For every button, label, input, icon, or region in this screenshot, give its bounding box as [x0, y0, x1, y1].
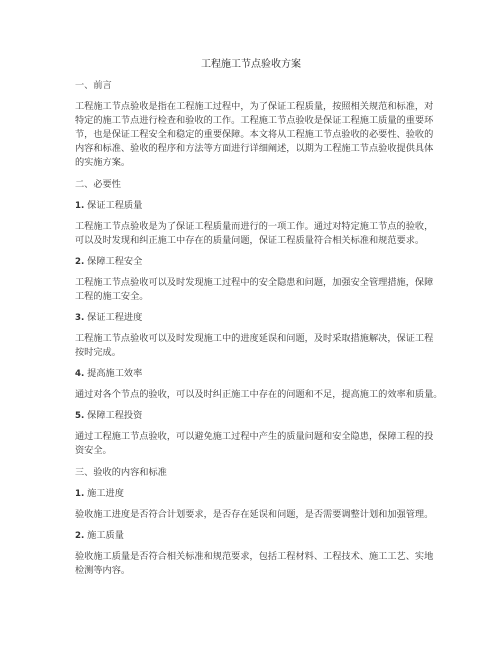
- subheading-safety: [75, 255, 435, 269]
- paragraph-line: 通过工程施工节点验收，可以避免施工过程中产生的质量问题和安全隐患，保障工程的投: [75, 431, 434, 442]
- item-title: 保证工程进度: [87, 312, 143, 323]
- paragraph-line: 验收施工质量是否符合相关标准和规范要求，包括工程材料、工程技术、施工工艺、实地: [75, 551, 434, 562]
- subheading-quality: [75, 199, 435, 213]
- item-title: 保障工程安全: [87, 256, 143, 267]
- item-title: 保证工程质量: [87, 200, 143, 211]
- paragraph-line: 通过对各个节点的验收，可以及时纠正施工中存在的问题和不足，提高施工的效率和质量。: [75, 389, 443, 400]
- paragraph-line: 工程施工节点验收可以及时发现施工过程中的安全隐患和问题，加强安全管理措施，保障: [75, 277, 434, 288]
- item-number: 5.: [75, 411, 85, 421]
- intro-line: 节，也是保证工程安全和稳定的重要保障。本文将从工程施工节点验收的必要性、验收的: [75, 129, 434, 140]
- subheading-efficiency: [75, 367, 435, 381]
- subheading-construction-quality: [75, 529, 435, 543]
- paragraph-line: 可以及时发现和纠正施工中存在的质量问题，保证工程质量符合相关标准和规范要求。: [75, 235, 425, 246]
- intro-line: 内容和标准、验收的程序和方法等方面进行详细阐述，以期为工程施工节点验收提供具体: [75, 143, 434, 154]
- item-number: 1.: [75, 201, 85, 211]
- paragraph-line: 资安全。: [75, 445, 112, 456]
- section-heading-content-standards: 三、验收的内容和标准: [75, 467, 167, 478]
- item-title: 提高施工效率: [87, 368, 143, 379]
- intro-line: 的实施方案。: [75, 157, 131, 168]
- item-title: 施工质量: [87, 530, 124, 541]
- paragraph-line: 工程施工节点验收是为了保证工程质量而进行的一项工作。通过对特定施工节点的验收，: [75, 221, 434, 232]
- item-number: 4.: [75, 369, 85, 379]
- intro-line: 特定的施工节点进行检查和验收的工作。工程施工节点验收是保证工程施工质量的重要环: [75, 115, 434, 126]
- paragraph-line: 按时完成。: [75, 347, 121, 358]
- document-title: 工程施工节点验收方案: [201, 59, 301, 70]
- intro-line: 工程施工节点验收是指在工程施工过程中，为了保证工程质量，按照相关规范和标准，对: [75, 101, 434, 112]
- paragraph-line: 检测等内容。: [75, 565, 131, 576]
- subheading-schedule: [75, 311, 435, 325]
- item-title: 施工进度: [87, 488, 124, 499]
- item-number: 2.: [75, 257, 85, 267]
- paragraph-line: 工程施工节点验收可以及时发现施工中的进度延误和问题，及时采取措施解决，保证工程: [75, 333, 434, 344]
- item-number: 1.: [75, 489, 85, 499]
- item-number: 3.: [75, 313, 85, 323]
- subheading-investment: [75, 409, 435, 423]
- item-number: 2.: [75, 531, 85, 541]
- section-heading-preface: 一、前言: [75, 80, 112, 91]
- paragraph-line: 工程的施工安全。: [75, 291, 149, 302]
- paragraph-line: 验收施工进度是否符合计划要求，是否存在延误和问题，是否需要调整计划和加强管理。: [75, 509, 434, 520]
- item-title: 保障工程投资: [87, 410, 143, 421]
- section-heading-necessity: 二、必要性: [75, 179, 121, 190]
- subheading-progress: [75, 487, 435, 501]
